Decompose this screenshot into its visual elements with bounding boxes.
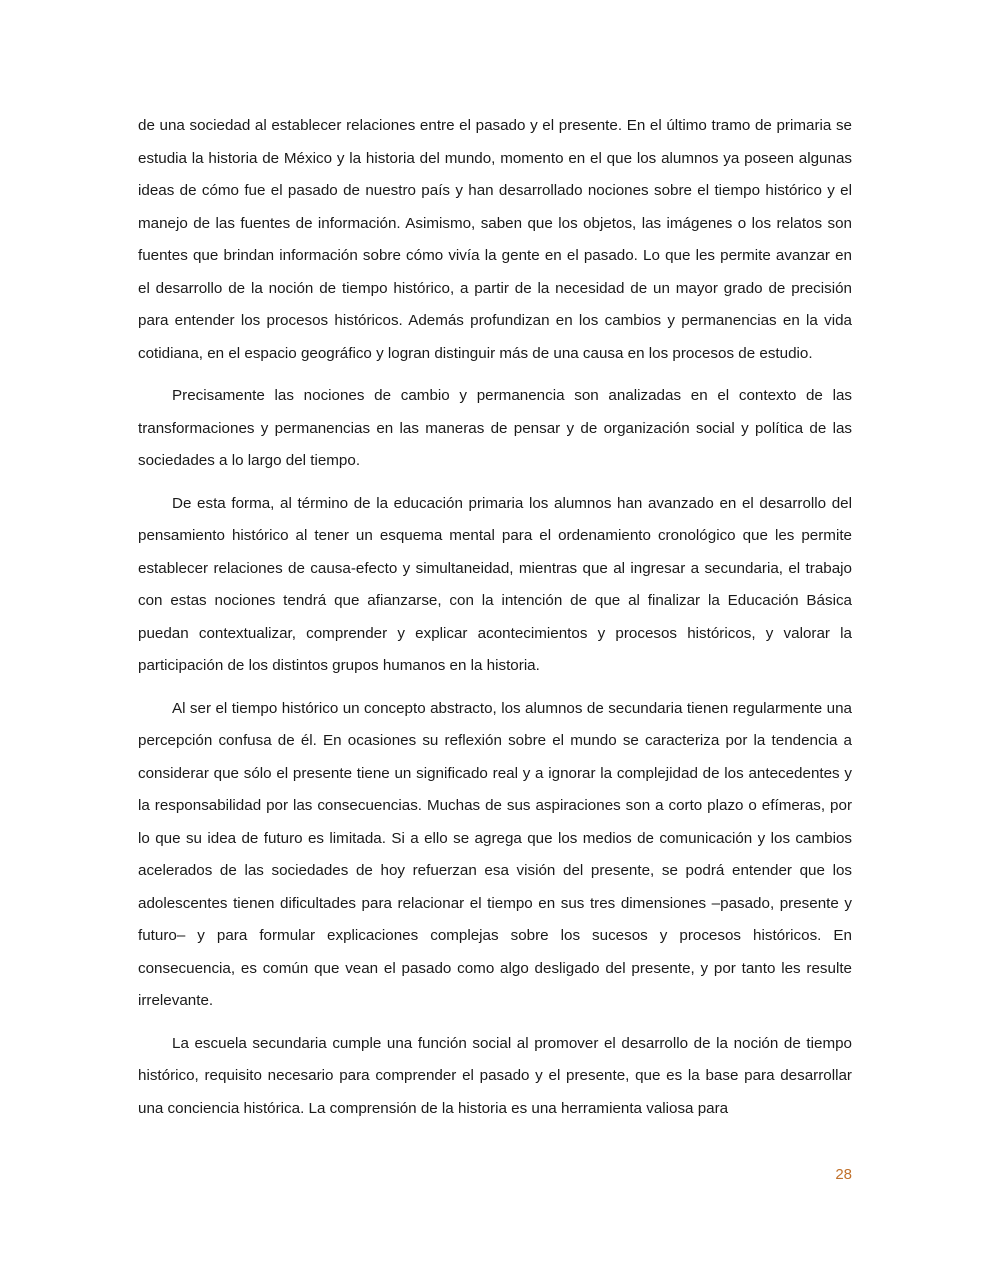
paragraph-educacion-primaria: De esta forma, al término de la educación primaria los alumnos han avanzado en el desarrollo del pensamiento histórico al tener un esquema mental para el ordenamiento cronológico que les permite establecer relaciones de causa-efecto y simultaneidad, mientras que al ingresar a secundaria, el trabajo con estas nociones tendrá que afianzarse, con la intención de que al finalizar la Educación Básica puedan contextualizar, comprender y explicar acontecimientos y procesos históricos, y valorar la participación de los distintos grupos humanos en la historia.	[138, 494, 852, 674]
document-body	[138, 110, 852, 1135]
paragraph-continuation: de una sociedad al establecer relaciones entre el pasado y el presente. En el último tramo de primaria se estudia la historia de México y la historia del mundo, momento en el que los alumnos ya poseen algunas ideas de cómo fue el pasado de nuestro país y han desarrollado nociones sobre el tiempo histórico y el manejo de las fuentes de información. Asimismo, saben que los objetos, las imágenes o los relatos son fuentes que brindan información sobre cómo vivía la gente en el pasado. Lo que les permite avanzar en el desarrollo de la noción de tiempo histórico, a partir de la necesidad de un mayor grado de precisión para entender los procesos históricos. Además profundizan en los cambios y permanencias en la vida cotidiana, en el espacio geográfico y logran distinguir más de una causa en los procesos de estudio.	[138, 117, 852, 362]
paragraph-tiempo-historico: Al ser el tiempo histórico un concepto abstracto, los alumnos de secundaria tienen regularmente una percepción confusa de él. En ocasiones su reflexión sobre el mundo se caracteriza por la tendencia a considerar que sólo el presente tiene un significado real y a ignorar la complejidad de los antecedentes y la responsabilidad por las consecuencias. Muchas de sus aspiraciones son a corto plazo o efímeras, por lo que su idea de futuro es limitada. Si a ello se agrega que los medios de comunicación y los cambios acelerados de las sociedades de hoy refuerzan esa visión del presente, se podrá entender que los adolescentes tienen dificultades para relacionar el tiempo en sus tres dimensiones –pasado, presente y futuro– y para formular explicaciones complejas sobre los sucesos y procesos históricos. En consecuencia, es común que vean el pasado como algo desligado del presente, y por tanto les resulte irrelevante.	[138, 699, 852, 1009]
page-number: 28	[835, 1166, 852, 1183]
paragraph-escuela-secundaria: La escuela secundaria cumple una función social al promover el desarrollo de la noción de tiempo histórico, requisito necesario para comprender el pasado y el presente, que es la base para desarrollar una conciencia histórica. La comprensión de la historia es una herramienta valiosa para	[138, 1034, 852, 1117]
paragraph-cambio-permanencia: Precisamente las nociones de cambio y permanencia son analizadas en el contexto de las transformaciones y permanencias en las maneras de pensar y de organización social y política de las sociedades a lo largo del tiempo.	[138, 387, 852, 469]
